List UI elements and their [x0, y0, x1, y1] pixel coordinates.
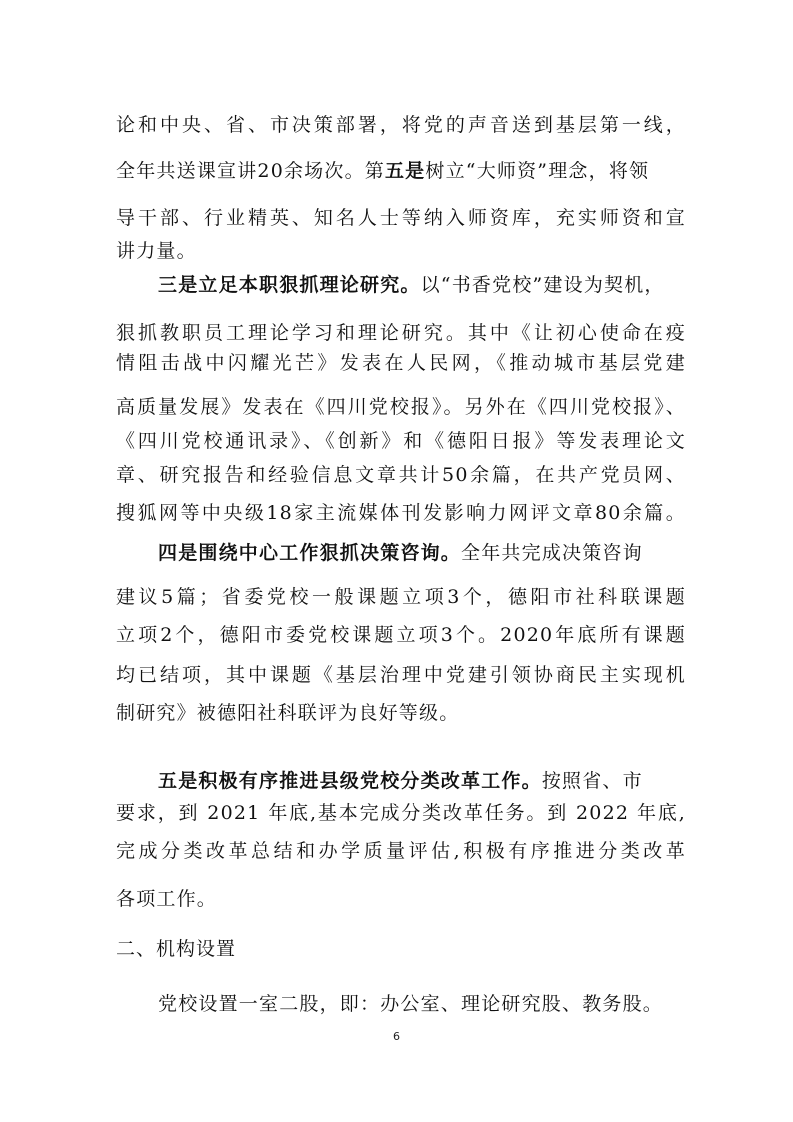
bold-phrase: 五是: [384, 160, 426, 182]
section-lead-5: 五是积极有序推进县级党校分类改革工作。: [158, 770, 542, 792]
text-line: 情阻击战中闪耀光芒》发表在人民网，《推动城市基层党建: [116, 352, 686, 374]
text-line: 四是围绕中心工作狠抓决策咨询。全年共完成决策咨询: [158, 542, 643, 564]
text-line: 制研究》被德阳社科联评为良好等级。: [116, 702, 460, 724]
text-line: 完成分类改革总结和办学质量评估,积极有序推进分类改革: [116, 840, 686, 862]
text-line: 三是立足本职狠抓理论研究。以“书香党校”建设为契机，: [158, 274, 665, 296]
text-line: 搜狐网等中央级18家主流媒体刊发影响力网评文章80余篇。: [116, 502, 686, 524]
text-line: 均已结项，其中课题《基层治理中党建引领协商民主实现机: [116, 664, 686, 686]
text-line: 五是积极有序推进县级党校分类改革工作。按照省、市: [158, 770, 643, 792]
text-line: 各项工作。: [116, 888, 218, 910]
text-line: 狠抓教职员工理论学习和理论研究。其中《让初心使命在疫: [116, 322, 686, 344]
text-line: 讲力量。: [116, 240, 197, 262]
text-line: 章、研究报告和经验信息文章共计50余篇，在共产党员网、: [116, 464, 686, 486]
text-line: 要求，到 2021 年底,基本完成分类改革任务。到 2022 年底,: [116, 802, 686, 824]
text-line-final: 党校设置一室二股，即：办公室、理论研究股、教务股。: [158, 993, 664, 1015]
text-line: 论和中央、省、市决策部署，将党的声音送到基层第一线，: [116, 114, 686, 136]
text-line: 《四川党校通讯录》、《创新》和《德阳日报》等发表理论文: [116, 430, 686, 452]
page-number: 6: [393, 1030, 400, 1043]
text-line: 建议5篇；省委党校一般课题立项3个，德阳市社科联课题: [116, 586, 686, 608]
text-line: 立项2个，德阳市委党校课题立项3个。2020年底所有课题: [116, 624, 686, 646]
section-heading: 二、机构设置: [116, 938, 237, 960]
text-line: 全年共送课宣讲20余场次。第五是树立“大师资”理念，将领: [116, 160, 650, 182]
section-lead-4: 四是围绕中心工作狠抓决策咨询。: [158, 542, 462, 564]
section-lead-3: 三是立足本职狠抓理论研究。: [158, 274, 421, 296]
text-line: 导干部、行业精英、知名人士等纳入师资库，充实师资和宣: [116, 207, 686, 229]
text-line: 高质量发展》发表在《四川党校报》。另外在《四川党校报》、: [116, 396, 686, 418]
